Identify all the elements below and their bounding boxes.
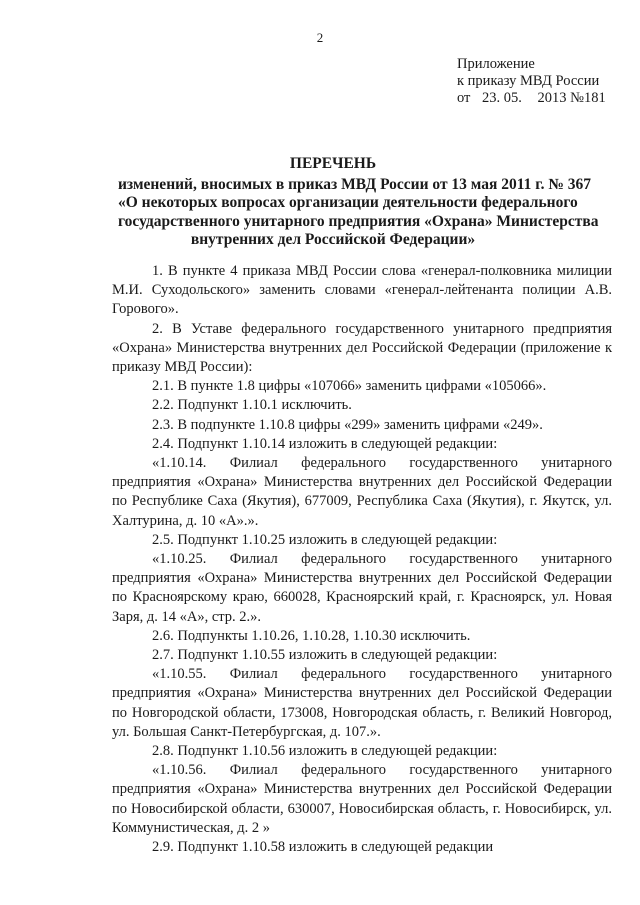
paragraph-item-2-8: 2.8. Подпункт 1.10.56 изложить в следующей редакции:	[152, 743, 498, 760]
paragraph-item-2-7: 2.7. Подпункт 1.10.55 изложить в следующей редакции:	[152, 647, 498, 664]
paragraph-item-2: 2. В Уставе федерального государственного унитарного предприятия «Охрана» Министерства внутренних дел Российской Федерации (приложение к приказу МВД России):	[112, 320, 612, 376]
appendix-prefix: от	[457, 90, 471, 106]
paragraph-item-2-4: 2.4. Подпункт 1.10.14 изложить в следующей редакции:	[152, 435, 498, 452]
subtitle-line: «О некоторых вопросах организации деятельности федерального	[118, 194, 578, 211]
quoted-clause-1-10-55: «1.10.55. Филиал федерального государственного унитарного предприятия «Охрана» Министерства внутренних дел Российской Федерации по Новгородской области, 173008, Новгородская область, г. Великий Новгород, ул. Большая Санкт-Петербургская, д. 107.».	[112, 666, 612, 740]
quoted-clause-1-10-14: «1.10.14. Филиал федерального государственного унитарного предприятия «Охрана» Министерства внутренних дел Российской Федерации по Республике Саха (Якутия), 677009, Республика Саха (Якутия), г. Якутск, ул. Халтурина, д. 10 «А».».	[112, 455, 612, 529]
quoted-clause-1-10-25: «1.10.25. Филиал федерального государственного унитарного предприятия «Охрана» Министерства внутренних дел Российской Федерации по Красноярскому краю, 660028, Красноярский край, г. Красноярск, ул. Новая Заря, д. 14 «А», стр. 2.».	[112, 551, 612, 625]
paragraph-item-2-2: 2.2. Подпункт 1.10.1 исключить.	[152, 397, 352, 414]
appendix-line-1: Приложение	[457, 56, 535, 72]
document-header	[118, 155, 599, 250]
subtitle-line: государственного унитарного предприятия «Охрана» Министерства	[118, 212, 599, 230]
paragraph-item-2-3: 2.3. В подпункте 1.10.8 цифры «299» заменить цифрами «249».	[152, 416, 543, 433]
document-body	[112, 262, 612, 857]
document-title: ПЕРЕЧЕНЬ	[289, 155, 377, 172]
paragraph-item-2-6: 2.6. Подпункты 1.10.26, 1.10.28, 1.10.30 исключить.	[152, 627, 471, 644]
subtitle-line: изменений, вносимых в приказ МВД России от 13 мая 2011 г. № 367	[118, 175, 592, 193]
quoted-clause-1-10-56: «1.10.56. Филиал федерального государственного унитарного предприятия «Охрана» Министерства внутренних дел Российской Федерации по Новосибирской области, 630007, Новосибирская область, г. Новосибирск, ул. Коммунистическая, д. 2 »	[112, 762, 612, 836]
paragraph-item-1: 1. В пункте 4 приказа МВД России слова «генерал-полковника милиции М.И. Суходольского» заменить словами «генерал-лейтенанта полиции А.В. Горового».	[112, 263, 612, 318]
paragraph-item-2-1: 2.1. В пункте 1.8 цифры «107066» заменить цифрами «105066».	[152, 378, 547, 395]
subtitle-line: внутренних дел Российской Федерации»	[190, 231, 476, 248]
appendix-line-2: к приказу МВД России	[457, 73, 600, 89]
appendix-block	[457, 56, 606, 107]
paragraph-item-2-9: 2.9. Подпункт 1.10.58 изложить в следующей редакции	[152, 839, 494, 856]
appendix-date: 23. 05.	[482, 90, 522, 106]
appendix-year-number: 2013 №181	[537, 90, 606, 106]
appendix-date-line	[457, 90, 606, 107]
paragraph-item-2-5: 2.5. Подпункт 1.10.25 изложить в следующей редакции:	[152, 531, 498, 548]
page-number: 2	[316, 30, 324, 45]
